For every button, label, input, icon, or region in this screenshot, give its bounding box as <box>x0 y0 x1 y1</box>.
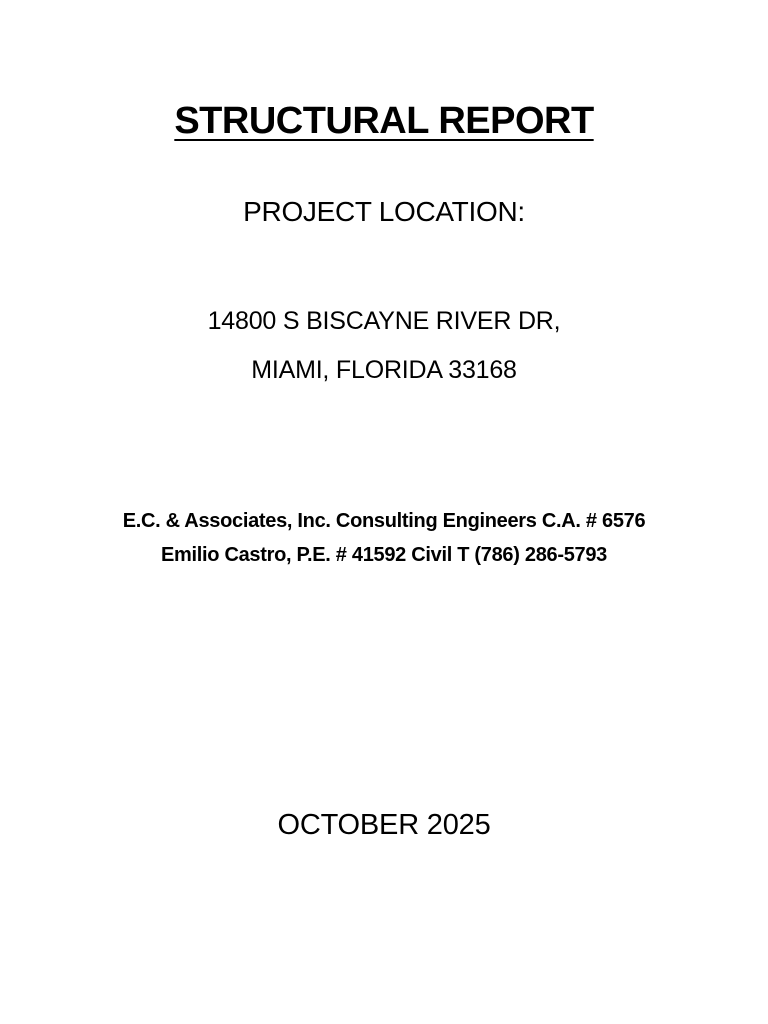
report-title: STRUCTURAL REPORT <box>174 100 594 142</box>
address-line-2: MIAMI, FLORIDA 33168 <box>251 356 517 384</box>
address-line-1: 14800 S BISCAYNE RIVER DR, <box>207 307 561 335</box>
firm-line-2: Emilio Castro, P.E. # 41592 Civil T (786) 286-5793 <box>161 544 607 566</box>
project-location-label: PROJECT LOCATION: <box>243 196 525 227</box>
report-date: OCTOBER 2025 <box>277 809 491 841</box>
firm-line-1: E.C. & Associates, Inc. Consulting Engineers C.A. # 6576 <box>122 510 646 532</box>
